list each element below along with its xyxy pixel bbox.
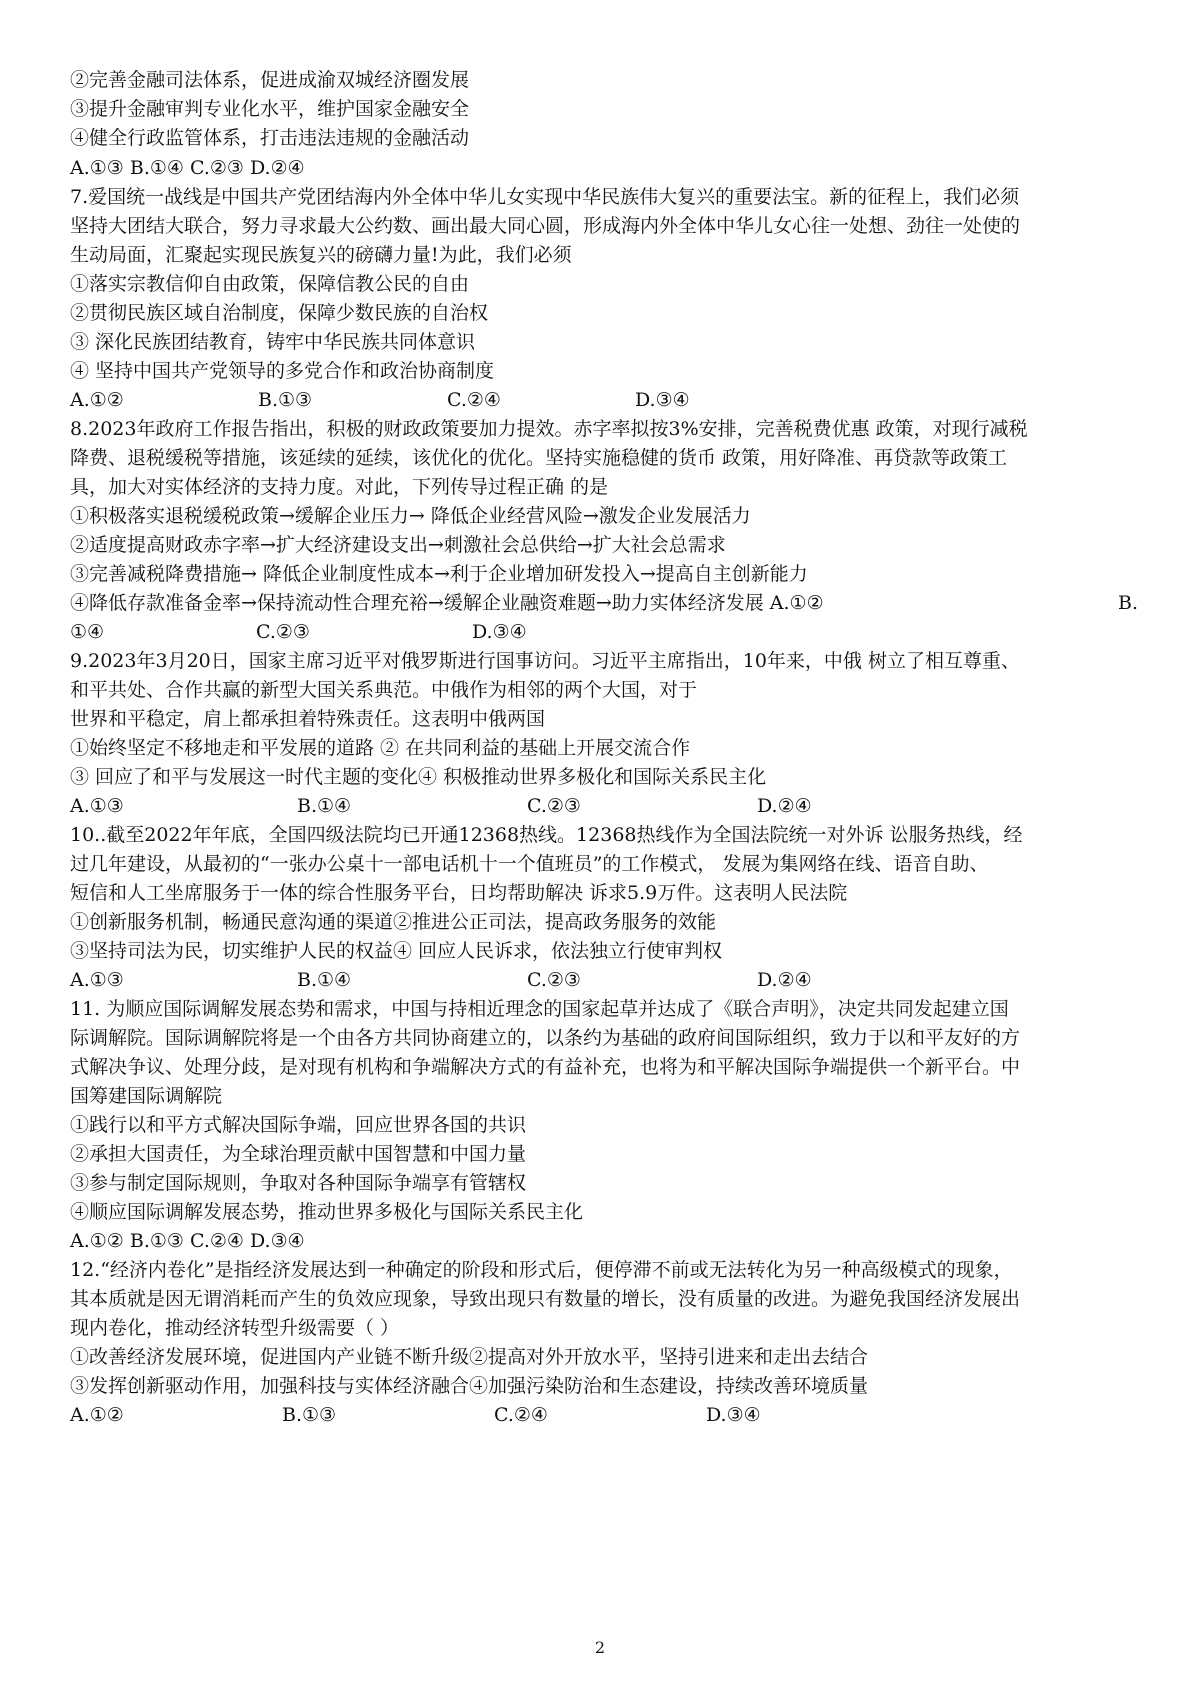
option-b: B.①③ — [258, 389, 313, 411]
text-line: 和平共处、合作共赢的新型大国关系典范。中俄作为相邻的两个大国，对于 — [70, 679, 698, 701]
text-line: 际调解院。国际调解院将是一个由各方共同协商建立的，以条约为基础的政府间国际组织，致力于以和平友好的方 — [70, 1027, 1021, 1049]
text-line: 现内卷化，推动经济转型升级需要（ ） — [70, 1317, 400, 1339]
statement-4: ④顺应国际调解发展态势，推动世界多极化与国际关系民主化 — [70, 1201, 584, 1223]
question-8-text: 8.2023年政府工作报告指出，积极的财政政策要加力提效。赤字率拟按3%安排，完善税费优惠 政策，对现行减税 — [70, 418, 1028, 440]
question-9-text: 9.2023年3月20日，国家主席习近平对俄罗斯进行国事访问。习近平主席指出，10年来，中俄 树立了相互尊重、 — [70, 650, 1020, 672]
option-c: C.②③ — [527, 969, 581, 991]
answer-options-q6: A.①③ B.①④ C.②③ D.②④ — [70, 157, 305, 179]
option-b-value: ①④ — [70, 621, 105, 643]
text-line: 短信和人工坐席服务于一体的综合性服务平台，日均帮助解决 诉求5.9万件。这表明人民法院 — [70, 882, 848, 904]
statement-3-4: ③发挥创新驱动作用，加强科技与实体经济融合④加强污染防治和生态建设，持续改善环境质量 — [70, 1375, 869, 1397]
statement-1-2: ①改善经济发展环境，促进国内产业链不断升级②提高对外开放水平，坚持引进来和走出去结合 — [70, 1346, 869, 1368]
statement-3-4: ③坚持司法为民，切实维护人民的权益④ 回应人民诉求，依法独立行使审判权 — [70, 940, 723, 962]
option-a: A.①③ — [70, 969, 124, 991]
page-number: 2 — [594, 1638, 606, 1657]
text-line: 生动局面，汇聚起实现民族复兴的磅礴力量!为此，我们必须 — [70, 244, 572, 266]
text-line: 其本质就是因无谓消耗而产生的负效应现象，导致出现只有数量的增长，没有质量的改进。为避免我国经济发展出 — [70, 1288, 1021, 1310]
option-d: D.③④ — [472, 621, 527, 643]
text-line: 国筹建国际调解院 — [70, 1085, 223, 1107]
statement-1: ①落实宗教信仰自由政策，保障信教公民的自由 — [70, 273, 470, 295]
option-a: A.①③ — [70, 795, 124, 817]
text-line: 世界和平稳定，肩上都承担着特殊责任。这表明中俄两国 — [70, 708, 546, 730]
statement-1: ①积极落实退税缓税政策→缓解企业压力→ 降低企业经营风险→激发企业发展活力 — [70, 505, 751, 527]
statement-1-2: ①始终坚定不移地走和平发展的道路 ② 在共同利益的基础上开展交流合作 — [70, 737, 691, 759]
statement-2: ②贯彻民族区域自治制度，保障少数民族的自治权 — [70, 302, 489, 324]
option-d: D.②④ — [757, 969, 812, 991]
statement-2: ②承担大国责任，为全球治理贡献中国智慧和中国力量 — [70, 1143, 527, 1165]
text-line: ④健全行政监管体系，打击违法违规的金融活动 — [70, 127, 470, 149]
statement-3: ③参与制定国际规则，争取对各种国际争端享有管辖权 — [70, 1172, 527, 1194]
text-line: ②完善金融司法体系，促进成渝双城经济圈发展 — [70, 69, 470, 91]
question-12-text: 12.“经济内卷化”是指经济发展达到一种确定的阶段和形式后，便停滞不前或无法转化为另一种高级模式的现象， — [70, 1259, 1013, 1281]
statement-2: ②适度提高财政赤字率→扩大经济建设支出→刺激社会总供给→扩大社会总需求 — [70, 534, 726, 556]
option-a: A.①② — [70, 389, 124, 411]
option-d: D.②④ — [757, 795, 812, 817]
statement-3-4: ③ 回应了和平与发展这一时代主题的变化④ 积极推动世界多极化和国际关系民主化 — [70, 766, 767, 788]
option-c: C.②③ — [527, 795, 581, 817]
answer-options-q11: A.①② B.①③ C.②④ D.③④ — [70, 1230, 305, 1252]
question-7-text: 7.爱国统一战线是中国共产党团结海内外全体中华儿女实现中华民族伟大复兴的重要法宝。新的征程上，我们必须 — [70, 186, 1020, 208]
statement-3: ③完善减税降费措施→ 降低企业制度性成本→利于企业增加研发投入→提高自主创新能力 — [70, 563, 808, 585]
option-d: D.③④ — [635, 389, 690, 411]
text-line: 过几年建设，从最初的“一张办公桌十一部电话机十一个值班员”的工作模式， 发展为集网络在线、语音自助、 — [70, 853, 989, 875]
question-10-text: 10..截至2022年年底，全国四级法院均已开通12368热线。12368热线作为全国法院统一对外诉 讼服务热线，经 — [70, 824, 1023, 846]
statement-1: ①践行以和平方式解决国际争端，回应世界各国的共识 — [70, 1114, 527, 1136]
option-b: B.①③ — [282, 1404, 337, 1426]
statement-4: ④降低存款准备金率→保持流动性合理充裕→缓解企业融资难题→助力实体经济发展 A.①② — [70, 592, 824, 614]
statement-4: ④ 坚持中国共产党领导的多党合作和政治协商制度 — [70, 360, 495, 382]
option-c: C.②④ — [447, 389, 501, 411]
text-line: 坚持大团结大联合，努力寻求最大公约数、画出最大同心圆，形成海内外全体中华儿女心往一处想、劲往一处使的 — [70, 215, 1021, 237]
option-b: B.①④ — [297, 969, 352, 991]
text-line: 具，加大对实体经济的支持力度。对此，下列传导过程正确 的是 — [70, 476, 609, 498]
option-c: C.②④ — [494, 1404, 548, 1426]
option-b: B. — [1118, 592, 1139, 614]
text-line: ③提升金融审判专业化水平，维护国家金融安全 — [70, 98, 470, 120]
option-b: B.①④ — [297, 795, 352, 817]
question-11-text: 11. 为顺应国际调解发展态势和需求，中国与持相近理念的国家起草并达成了《联合声明》，决定共同发起建立国 — [70, 998, 1009, 1020]
statement-1-2: ①创新服务机制，畅通民意沟通的渠道②推进公正司法，提高政务服务的效能 — [70, 911, 717, 933]
option-a: A.①② — [70, 1404, 124, 1426]
statement-3: ③ 深化民族团结教育，铸牢中华民族共同体意识 — [70, 331, 476, 353]
text-line: 降费、退税缓税等措施，该延续的延续，该优化的优化。坚持实施稳健的货币 政策，用好降准、再贷款等政策工 — [70, 447, 1008, 469]
option-c: C.②③ — [256, 621, 310, 643]
option-d: D.③④ — [706, 1404, 761, 1426]
text-line: 式解决争议、处理分歧，是对现有机构和争端解决方式的有益补充，也将为和平解决国际争端提供一个新平台。中 — [70, 1056, 1021, 1078]
